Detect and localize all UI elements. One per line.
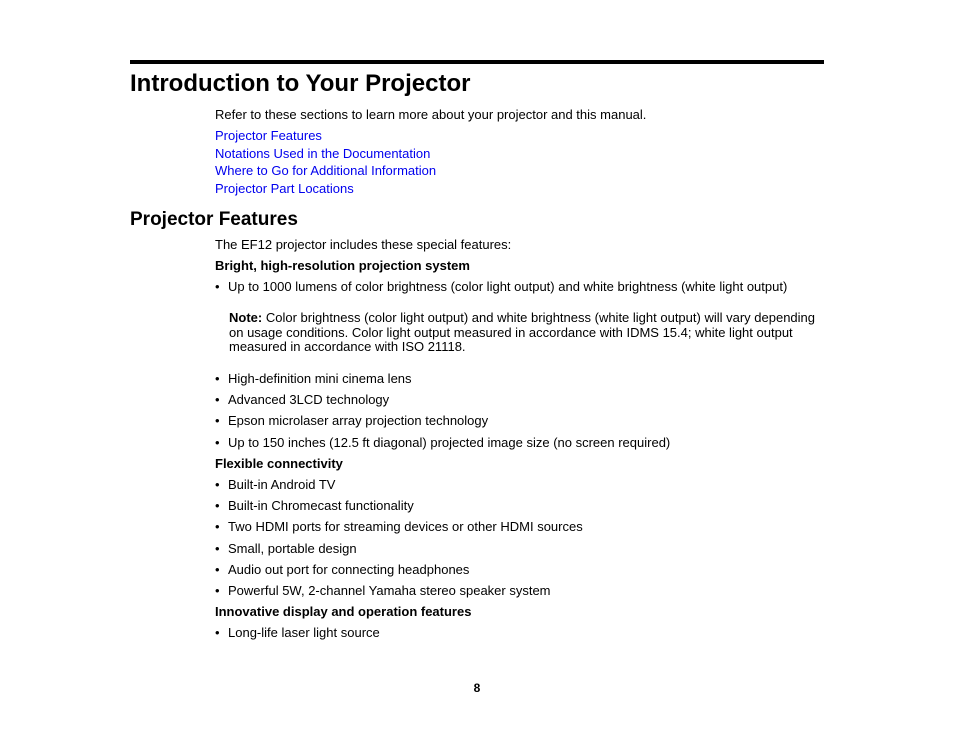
list-item — [215, 624, 380, 641]
bullet-icon: • — [215, 498, 220, 513]
list-item — [215, 412, 488, 429]
note-text: Color brightness (color light output) and white brightness (white light output) will vary depending on usage conditions. Color light output measured in accordance with IDMS 15.4; white light output measured in accordance with ISO 21118. — [229, 310, 816, 354]
list-item — [215, 518, 583, 535]
note-label: Note: — [229, 310, 263, 325]
list-item-text: Up to 150 inches (12.5 ft diagonal) projected image size (no screen required) — [228, 435, 671, 450]
bullet-icon: • — [215, 392, 220, 407]
list-item-text: Up to 1000 lumens of color brightness (color light output) and white brightness (white light output) — [228, 279, 788, 294]
bullet-icon: • — [215, 519, 220, 534]
link-part-locations[interactable]: Projector Part Locations — [215, 181, 354, 197]
list-item — [215, 476, 335, 493]
bullet-icon: • — [215, 583, 220, 598]
list-item — [215, 540, 357, 557]
list-item-text: High-definition mini cinema lens — [228, 371, 412, 386]
list-item-text: Small, portable design — [228, 541, 357, 556]
note — [229, 311, 825, 355]
list-item-text: Long-life laser light source — [228, 625, 380, 640]
link-notations[interactable]: Notations Used in the Documentation — [215, 145, 431, 161]
bullet-icon: • — [215, 279, 220, 294]
list-item — [215, 434, 670, 451]
bullet-icon: • — [215, 435, 220, 450]
list-item-text: Two HDMI ports for streaming devices or other HDMI sources — [228, 519, 583, 534]
link-item — [215, 162, 436, 180]
list-item-text: Powerful 5W, 2-channel Yamaha stereo speaker system — [228, 583, 551, 598]
intro-text: Refer to these sections to learn more about your projector and this manual. — [215, 107, 647, 122]
section-title: Projector Features — [130, 209, 298, 230]
list-item-text: Advanced 3LCD technology — [228, 392, 390, 407]
list-item — [215, 561, 469, 578]
link-projector-features[interactable]: Projector Features — [215, 128, 322, 143]
section-links — [215, 127, 436, 198]
bullet-icon: • — [215, 625, 220, 640]
list-item — [215, 582, 551, 599]
link-item — [215, 127, 436, 145]
title-rule — [130, 60, 824, 64]
page-number: 8 — [473, 681, 481, 695]
list-item — [215, 497, 414, 514]
group-heading-connectivity: Flexible connectivity — [215, 456, 343, 471]
bullet-icon: • — [215, 371, 220, 386]
link-item — [215, 180, 436, 198]
bullet-icon: • — [215, 413, 220, 428]
section-intro: The EF12 projector includes these special features: — [215, 237, 512, 252]
link-item — [215, 145, 436, 163]
bullet-icon: • — [215, 562, 220, 577]
page-title: Introduction to Your Projector — [130, 70, 471, 97]
list-item — [215, 278, 787, 295]
list-item — [215, 391, 389, 408]
group-heading-projection: Bright, high-resolution projection system — [215, 258, 470, 273]
list-item-text: Built-in Chromecast functionality — [228, 498, 414, 513]
bullet-icon: • — [215, 477, 220, 492]
bullet-icon: • — [215, 541, 220, 556]
list-item-text: Epson microlaser array projection technology — [228, 413, 489, 428]
list-item — [215, 370, 412, 387]
list-item-text: Audio out port for connecting headphones — [228, 562, 470, 577]
group-heading-display: Innovative display and operation features — [215, 604, 472, 619]
list-item-text: Built-in Android TV — [228, 477, 336, 492]
link-additional-information[interactable]: Where to Go for Additional Information — [215, 163, 437, 179]
